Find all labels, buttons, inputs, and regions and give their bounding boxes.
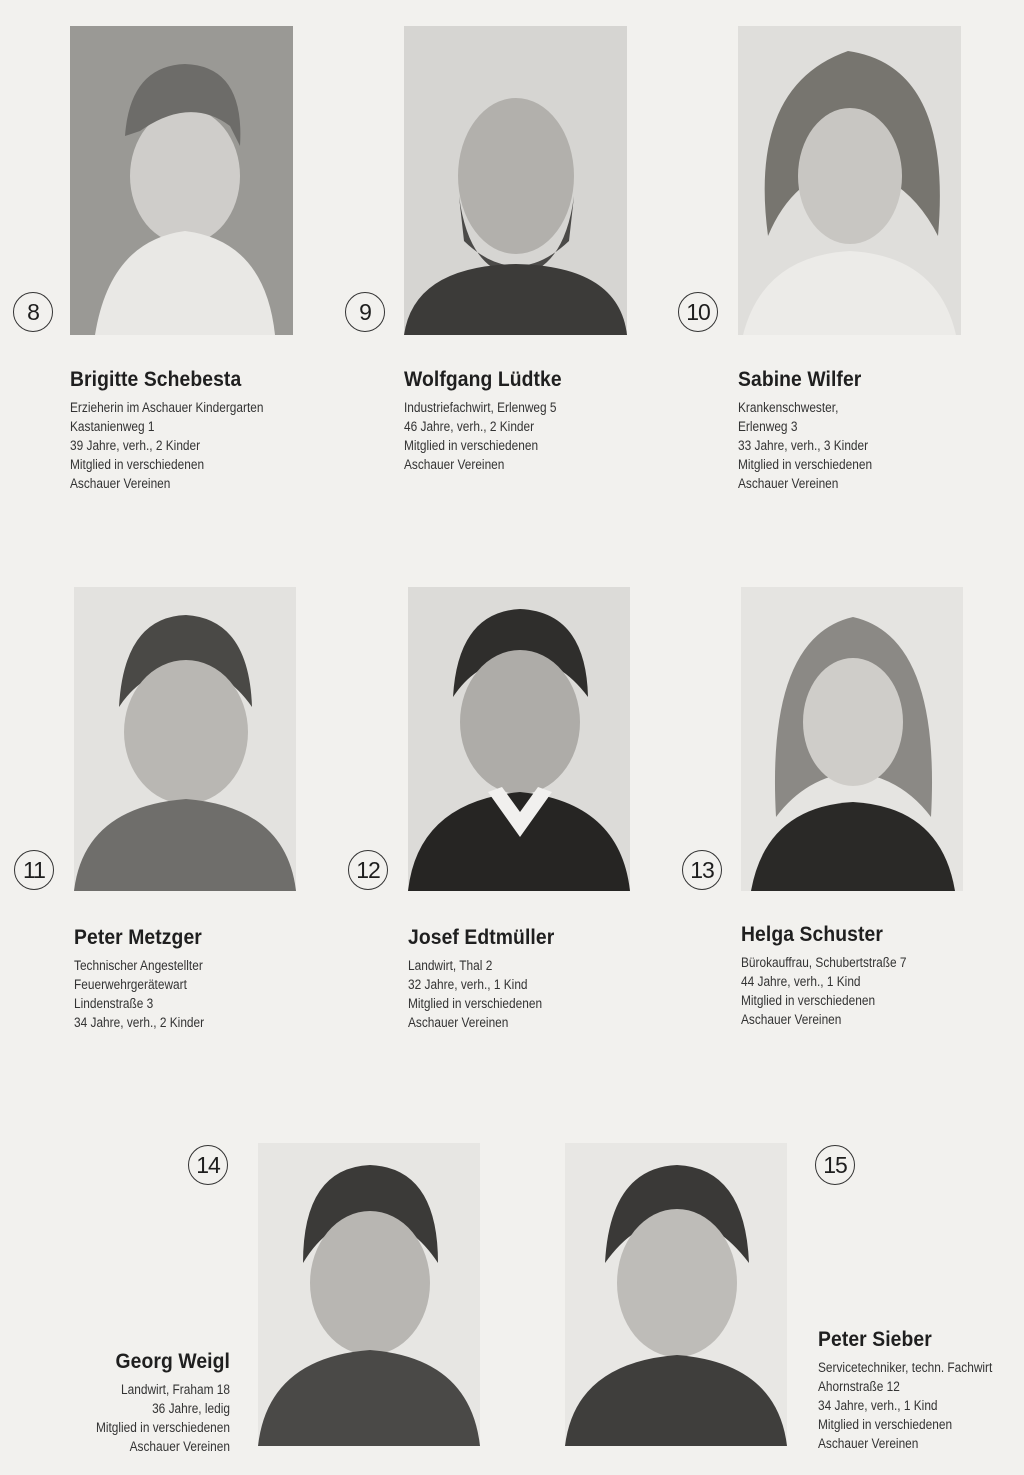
candidate-detail-line: 33 Jahre, verh., 3 Kinder (738, 438, 869, 453)
candidate-name: Josef Edtmüller (408, 926, 555, 949)
candidate-detail-line: 46 Jahre, verh., 2 Kinder (404, 419, 535, 434)
candidate-card (0, 1350, 230, 1456)
portrait-photo-11 (74, 587, 296, 891)
candidate-number-badge (13, 292, 53, 332)
candidate-detail-line: Aschauer Vereinen (408, 1015, 509, 1030)
candidate-detail-line: Technischer Angestellter (74, 958, 203, 973)
candidate-detail-line: Industriefachwirt, Erlenweg 5 (404, 400, 557, 415)
candidate-detail-line: Feuerwehrgerätewart (74, 977, 187, 992)
candidate-number: 13 (690, 856, 714, 883)
candidate-detail-line: Erzieherin im Aschauer Kindergarten (70, 400, 264, 415)
candidate-number: 15 (823, 1151, 847, 1178)
candidate-number-badge (188, 1145, 228, 1185)
candidate-card (741, 923, 1024, 1029)
candidate-number-badge (682, 850, 722, 890)
candidate-detail-line: Aschauer Vereinen (738, 476, 839, 491)
candidate-detail-line: Aschauer Vereinen (741, 1012, 842, 1027)
candidate-detail-line: Krankenschwester, (738, 400, 839, 415)
candidate-number: 11 (23, 856, 45, 883)
candidate-detail-line: Aschauer Vereinen (129, 1439, 230, 1454)
candidate-detail-line: Bürokauffrau, Schubertstraße 7 (741, 955, 907, 970)
portrait-photo-8 (70, 26, 293, 335)
candidate-detail-line: Mitglied in verschiedenen (95, 1420, 230, 1435)
candidate-number: 12 (356, 856, 380, 883)
candidate-number: 10 (686, 298, 710, 325)
candidate-name: Peter Sieber (818, 1328, 932, 1351)
candidate-detail-line: Mitglied in verschiedenen (404, 438, 539, 453)
candidate-detail-line: Mitglied in verschiedenen (741, 993, 876, 1008)
candidate-card (738, 368, 1024, 493)
candidate-detail-line: Kastanienweg 1 (70, 419, 155, 434)
portrait-photo-15 (565, 1143, 787, 1446)
candidate-detail-line: Servicetechniker, techn. Fachwirt (818, 1360, 993, 1375)
candidate-name: Sabine Wilfer (738, 368, 862, 391)
candidate-detail-line: Ahornstraße 12 (818, 1379, 900, 1394)
candidate-name: Helga Schuster (741, 923, 883, 946)
candidate-name: Georg Weigl (115, 1350, 230, 1373)
portrait-photo-12 (408, 587, 630, 891)
candidate-name: Peter Metzger (74, 926, 202, 949)
candidate-detail-line: Aschauer Vereinen (404, 457, 505, 472)
candidate-name: Brigitte Schebesta (70, 368, 242, 391)
candidate-detail-line: 36 Jahre, ledig (152, 1401, 230, 1416)
candidate-detail-line: 39 Jahre, verh., 2 Kinder (70, 438, 201, 453)
candidate-number-badge (345, 292, 385, 332)
candidate-detail-line: Landwirt, Fraham 18 (121, 1382, 230, 1397)
candidate-card (74, 926, 374, 1032)
candidate-detail-line: Mitglied in verschiedenen (738, 457, 873, 472)
candidate-detail-line: Mitglied in verschiedenen (408, 996, 543, 1011)
candidate-card (404, 368, 704, 474)
candidate-number-badge (348, 850, 388, 890)
candidate-number: 9 (359, 298, 371, 325)
portrait-photo-13 (741, 587, 963, 891)
candidate-card (70, 368, 370, 493)
candidate-detail-line: Aschauer Vereinen (818, 1436, 919, 1451)
candidate-detail-line: Landwirt, Thal 2 (408, 958, 493, 973)
candidate-detail-line: Aschauer Vereinen (70, 476, 171, 491)
candidate-number-badge (815, 1145, 855, 1185)
candidate-detail-line: 34 Jahre, verh., 2 Kinder (74, 1015, 205, 1030)
candidate-detail-line: Mitglied in verschiedenen (818, 1417, 953, 1432)
candidate-number: 14 (196, 1151, 220, 1178)
candidate-card (818, 1328, 1018, 1453)
candidate-number: 8 (27, 298, 39, 325)
candidate-detail-line: 44 Jahre, verh., 1 Kind (741, 974, 861, 989)
portrait-photo-14 (258, 1143, 480, 1446)
candidate-detail-line: Erlenweg 3 (738, 419, 798, 434)
portrait-photo-10 (738, 26, 961, 335)
candidate-number-badge (14, 850, 54, 890)
candidate-number-badge (678, 292, 718, 332)
candidate-card (408, 926, 708, 1032)
candidate-detail-line: 32 Jahre, verh., 1 Kind (408, 977, 528, 992)
portrait-photo-9 (404, 26, 627, 335)
candidate-detail-line: Lindenstraße 3 (74, 996, 154, 1011)
candidate-detail-line: 34 Jahre, verh., 1 Kind (818, 1398, 938, 1413)
candidate-name: Wolfgang Lüdtke (404, 368, 562, 391)
candidate-detail-line: Mitglied in verschiedenen (70, 457, 205, 472)
